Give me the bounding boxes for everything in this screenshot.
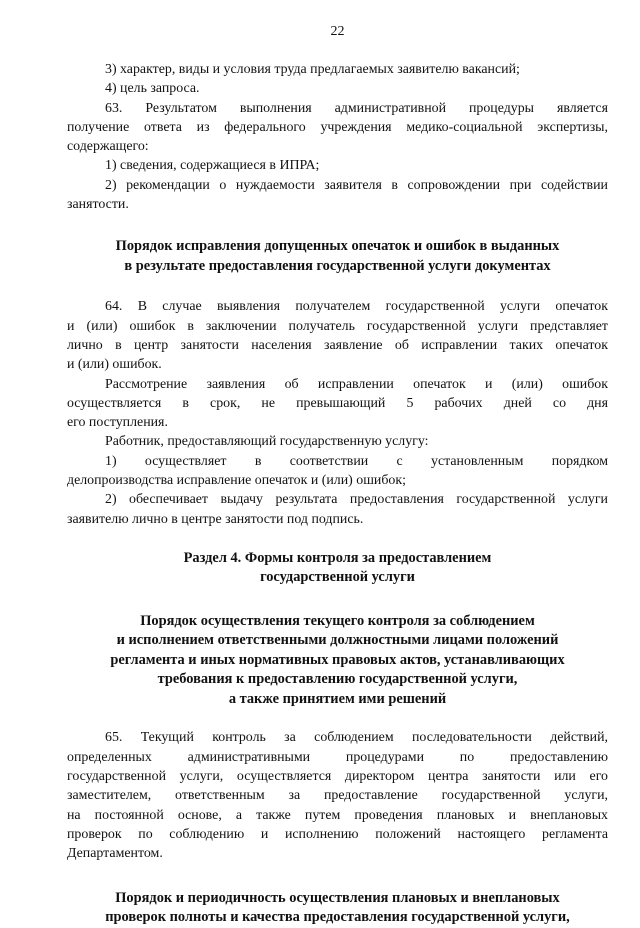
document-body bbox=[67, 60, 608, 928]
text-line: осуществляется в срок, не превышающий 5 рабочих дней со дня bbox=[67, 395, 608, 411]
heading-line: и исполнением ответственными должностными лицами положений bbox=[116, 632, 559, 649]
text-line: заместителем, ответственным за предоставление государственной услуги, bbox=[67, 788, 608, 804]
section-heading-section-4 bbox=[67, 549, 608, 588]
text-line: на постоянной основе, а также путем проведения плановых и внеплановых bbox=[67, 807, 608, 823]
text-line: 1) сведения, содержащиеся в ИПРА; bbox=[105, 158, 320, 174]
text-line: получение ответа из федерального учреждения медико-социальной экспертизы, bbox=[67, 119, 608, 135]
heading-line: Раздел 4. Формы контроля за предоставлением bbox=[183, 549, 492, 566]
page-number: 22 bbox=[330, 24, 345, 39]
text-line: и (или) ошибок в заключении получатель государственной услуги представляет bbox=[67, 318, 608, 334]
heading-line: проверок полноты и качества предоставления государственной услуги, bbox=[105, 909, 570, 926]
text-line: определенных административными процедурами по предоставлению bbox=[67, 749, 608, 765]
text-line: Рассмотрение заявления об исправлении опечаток и (или) ошибок bbox=[105, 376, 608, 392]
text-line: 2) обеспечивает выдачу результата предоставления государственной услуги bbox=[105, 492, 608, 508]
text-line: 64. В случае выявления получателем государственной услуги опечаток bbox=[105, 299, 608, 315]
heading-line: требования к предоставлению государственной услуги, bbox=[157, 671, 518, 688]
text-line: заявителю лично в центре занятости под подпись. bbox=[67, 511, 364, 527]
text-line: 63. Результатом выполнения административной процедуры является bbox=[105, 100, 608, 116]
heading-line: государственной услуги bbox=[260, 569, 415, 586]
text-line: проверок по соблюдению и исполнению положений настоящего регламента bbox=[67, 826, 608, 842]
heading-line: Порядок осуществления текущего контроля за соблюдением bbox=[140, 612, 535, 629]
section-heading-current-control bbox=[67, 612, 608, 710]
text-line: его поступления. bbox=[67, 415, 168, 431]
heading-line: регламента и иных нормативных правовых актов, устанавливающих bbox=[110, 651, 565, 668]
text-line: Департаментом. bbox=[67, 846, 163, 862]
heading-line: а также принятием ими решений bbox=[228, 690, 447, 707]
text-line: лично в центр занятости населения заявление об исправлении таких опечаток bbox=[67, 337, 608, 353]
text-line: 65. Текущий контроль за соблюдением последовательности действий, bbox=[105, 730, 608, 746]
heading-line: в результате предоставления государственной услуги документах bbox=[124, 257, 551, 274]
section-heading-inspections bbox=[67, 889, 608, 928]
heading-line: Порядок и периодичность осуществления плановых и внеплановых bbox=[115, 889, 560, 906]
text-line: занятости. bbox=[67, 197, 129, 213]
text-line: 4) цель запроса. bbox=[105, 81, 200, 97]
text-line: государственной услуги, осуществляется директором центра занятости или его bbox=[67, 769, 608, 785]
section-heading-corrections bbox=[67, 237, 608, 276]
text-line: Работник, предоставляющий государственную услугу: bbox=[105, 434, 429, 450]
text-line: 2) рекомендации о нуждаемости заявителя в сопровождении при содействии bbox=[105, 177, 608, 193]
text-line: 3) характер, виды и условия труда предлагаемых заявителю вакансий; bbox=[105, 62, 520, 77]
text-line: содержащего: bbox=[67, 139, 149, 155]
text-line: и (или) ошибок. bbox=[67, 357, 162, 373]
text-line: 1) осуществляет в соответствии с установленным порядком bbox=[105, 453, 608, 469]
text-line: делопроизводства исправление опечаток и (или) ошибок; bbox=[67, 473, 406, 489]
heading-line: Порядок исправления допущенных опечаток и ошибок в выданных bbox=[115, 238, 560, 255]
